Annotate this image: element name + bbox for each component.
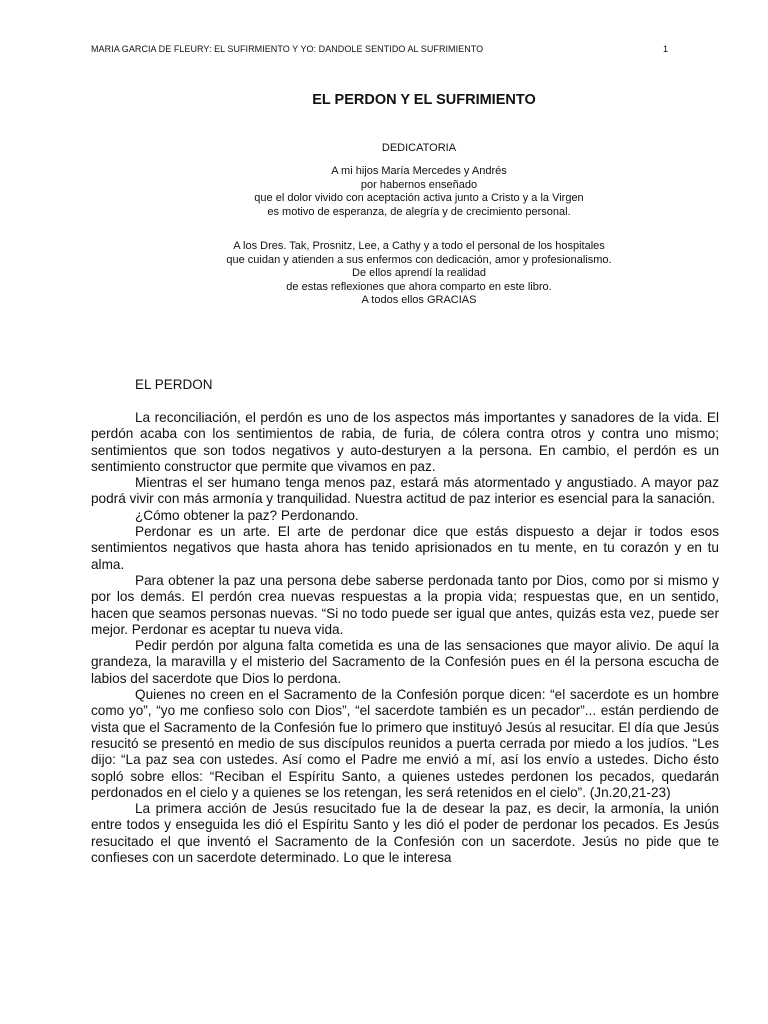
paragraph: Pedir perdón por alguna falta cometida es una de las sensaciones que mayor alivio. De aquí la grandeza, la maravilla y el misterio del Sacramento de la Confesión pues en él la persona escucha de labios del sacerdote que Dios lo perdona. (91, 638, 719, 686)
dedication-line: de estas reflexiones que ahora comparto en este libro. (286, 280, 552, 293)
document-title: EL PERDON Y EL SUFRIMIENTO (312, 92, 536, 108)
running-header (91, 43, 668, 55)
paragraph: ¿Cómo obtener la paz? Perdonando. (135, 507, 359, 523)
section-heading: EL PERDON (135, 377, 213, 392)
dedication-stanza-1 (0, 165, 768, 219)
running-header-title: MARIA GARCIA DE FLEURY: EL SUFIRMIENTO Y YO: DANDOLE SENTIDO AL SUFRIMIENTO (91, 44, 484, 54)
dedication-line: es motivo de esperanza, de alegría y de crecimiento personal. (267, 205, 571, 218)
paragraph: La primera acción de Jesús resucitado fue la de desear la paz, es decir, la armonía, la unión entre todos y enseguida les dió el Espíritu Santo y les dió el poder de perdonar los pecados. Es Jesús resucitado el que inventó el Sacramento de la Confesión con un sacerdote. Jesús no pide que te confieses con un sacerdote determinado. Lo que le interesa (91, 801, 719, 866)
dedication-heading: DEDICATORIA (381, 142, 457, 154)
dedication-line: De ellos aprendí la realidad (352, 267, 486, 279)
dedication-line: A todos ellos GRACIAS (361, 294, 477, 306)
dedication-line: A los Dres. Tak, Prosnitz, Lee, a Cathy y a todo el personal de los hospitales (233, 240, 605, 252)
paragraph: Quienes no creen en el Sacramento de la Confesión porque dicen: “el sacerdote es un hombre como yo”, “yo me confieso solo con Dios”, “el sacerdote también es un pecador”... están perdiendo de vista que el Sacramento de la Confesión fue lo primero que instituyó Jesús al resucitar. El día que Jesús resucitó se presentó en medio de sus discípulos reunidos a puerta cerrada por miedo a los judíos. “Les dijo: “La paz sea con ustedes. Así como el Padre me envió a mí, así los envío a ustedes. Dicho ésto sopló sobre ellos: “Reciban el Espíritu Santo, a quienes ustedes perdonen los pecados, quedarán perdonados en el cielo y a quienes se los retengan, les será retenidos en el cielo”. (Jn.20,21-23) (91, 687, 719, 800)
dedication-line: por habernos enseñado (360, 178, 478, 191)
dedication-line: que cuidan y atienden a sus enfermos con dedicación, amor y profesionalismo. (226, 253, 612, 266)
body-text (91, 410, 719, 866)
dedication-line: que el dolor vivido con aceptación activa junto a Cristo y a la Virgen (254, 192, 584, 204)
paragraph: Perdonar es un arte. El arte de perdonar dice que estás dispuesto a dejar ir todos esos sentimientos negativos que hasta ahora has tenido aprisionados en tu mente, en tu corazón y en tu alma. (91, 524, 719, 572)
dedication-line: A mi hijos María Mercedes y Andrés (331, 165, 507, 177)
dedication-stanza-2 (0, 240, 768, 308)
page-number: 1 (662, 44, 668, 54)
paragraph: Para obtener la paz una persona debe saberse perdonada tanto por Dios, como por si mismo y por los demás. El perdón crea nuevas respuestas a la propia vida; respuestas que, en un sentido, hacen que seamos personas nuevas. “Si no todo puede ser igual que antes, quizás esta vez, puede ser mejor. Perdonar es aceptar tu nueva vida. (91, 572, 719, 637)
paragraph: Mientras el ser humano tenga menos paz, estará más atormentado y angustiado. A mayor paz podrá vivir con más armonía y tranquilidad. Nuestra actitud de paz interior es esencial para la sanación. (91, 475, 719, 507)
paragraph: La reconciliación, el perdón es uno de los aspectos más importantes y sanadores de la vida. El perdón acaba con los sentimientos de rabia, de furia, de cólera contra otros y contra uno mismo; sentimientos que son todos negativos y auto-desturyen a la persona. En cambio, el perdón es un sentimiento constructor que permite que vivamos en paz. (91, 410, 719, 474)
